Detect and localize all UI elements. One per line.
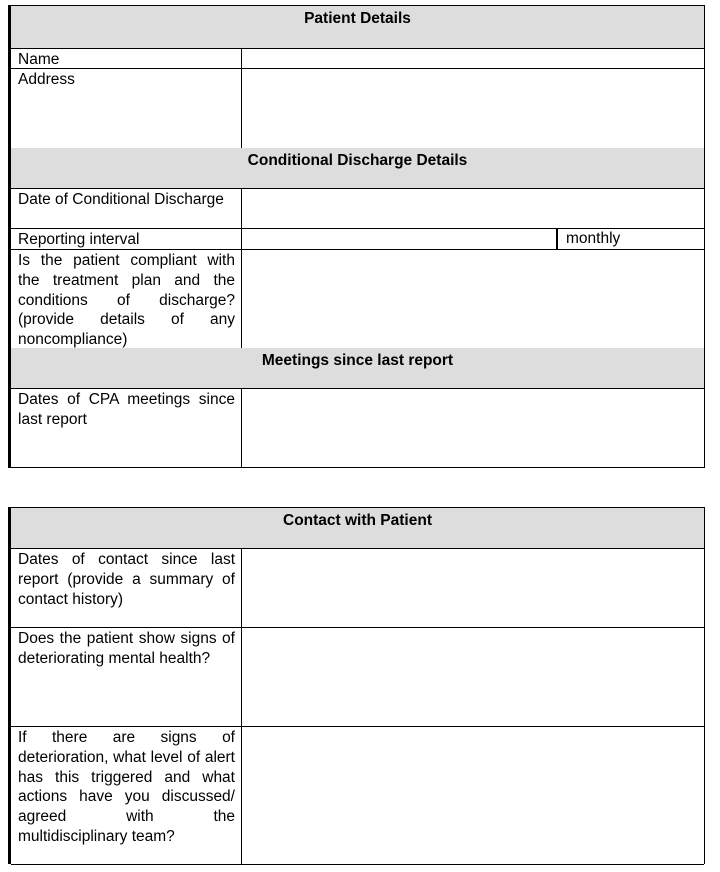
contact-dates-row (11, 548, 704, 627)
discharge-date-label: Date of Conditional Discharge (11, 189, 242, 228)
name-field[interactable] (242, 49, 704, 68)
address-row (11, 68, 704, 148)
conditional-discharge-header: Conditional Discharge Details (11, 148, 704, 188)
address-field[interactable] (242, 69, 704, 148)
discharge-date-field[interactable] (242, 189, 704, 228)
reporting-interval-row (11, 228, 704, 249)
deterioration-row (11, 627, 704, 726)
address-label: Address (11, 69, 242, 148)
name-row (11, 48, 704, 68)
compliance-label: Is the patient compliant with the treatment plan and the conditions of discharge? (provide details of any noncompliance) (11, 250, 242, 348)
patient-form-table (8, 5, 705, 468)
compliance-row (11, 249, 704, 348)
cpa-meetings-field[interactable] (242, 389, 704, 467)
contact-dates-field[interactable] (242, 549, 704, 627)
patient-details-header: Patient Details (11, 6, 704, 48)
name-label: Name (11, 49, 242, 68)
contact-dates-label: Dates of contact since last report (provide a summary of contact history) (11, 549, 242, 627)
discharge-date-row (11, 188, 704, 228)
contact-header: Contact with Patient (11, 508, 704, 548)
compliance-field[interactable] (242, 250, 704, 348)
alert-row (11, 726, 704, 865)
cpa-meetings-label: Dates of CPA meetings since last report (11, 389, 242, 467)
reporting-interval-value: monthly (556, 229, 620, 249)
alert-field[interactable] (242, 727, 704, 864)
contact-form-table (8, 507, 705, 864)
deterioration-field[interactable] (242, 628, 704, 726)
cpa-meetings-row (11, 388, 704, 467)
meetings-header: Meetings since last report (11, 348, 704, 388)
deterioration-label: Does the patient show signs of deteriorating mental health? (11, 628, 242, 726)
reporting-interval-field[interactable] (242, 229, 704, 249)
reporting-interval-label: Reporting interval (11, 229, 242, 249)
alert-label: If there are signs of deterioration, what level of alert has this triggered and what actions have you discussed/ agreed with the multidisciplinary team? (11, 727, 242, 864)
